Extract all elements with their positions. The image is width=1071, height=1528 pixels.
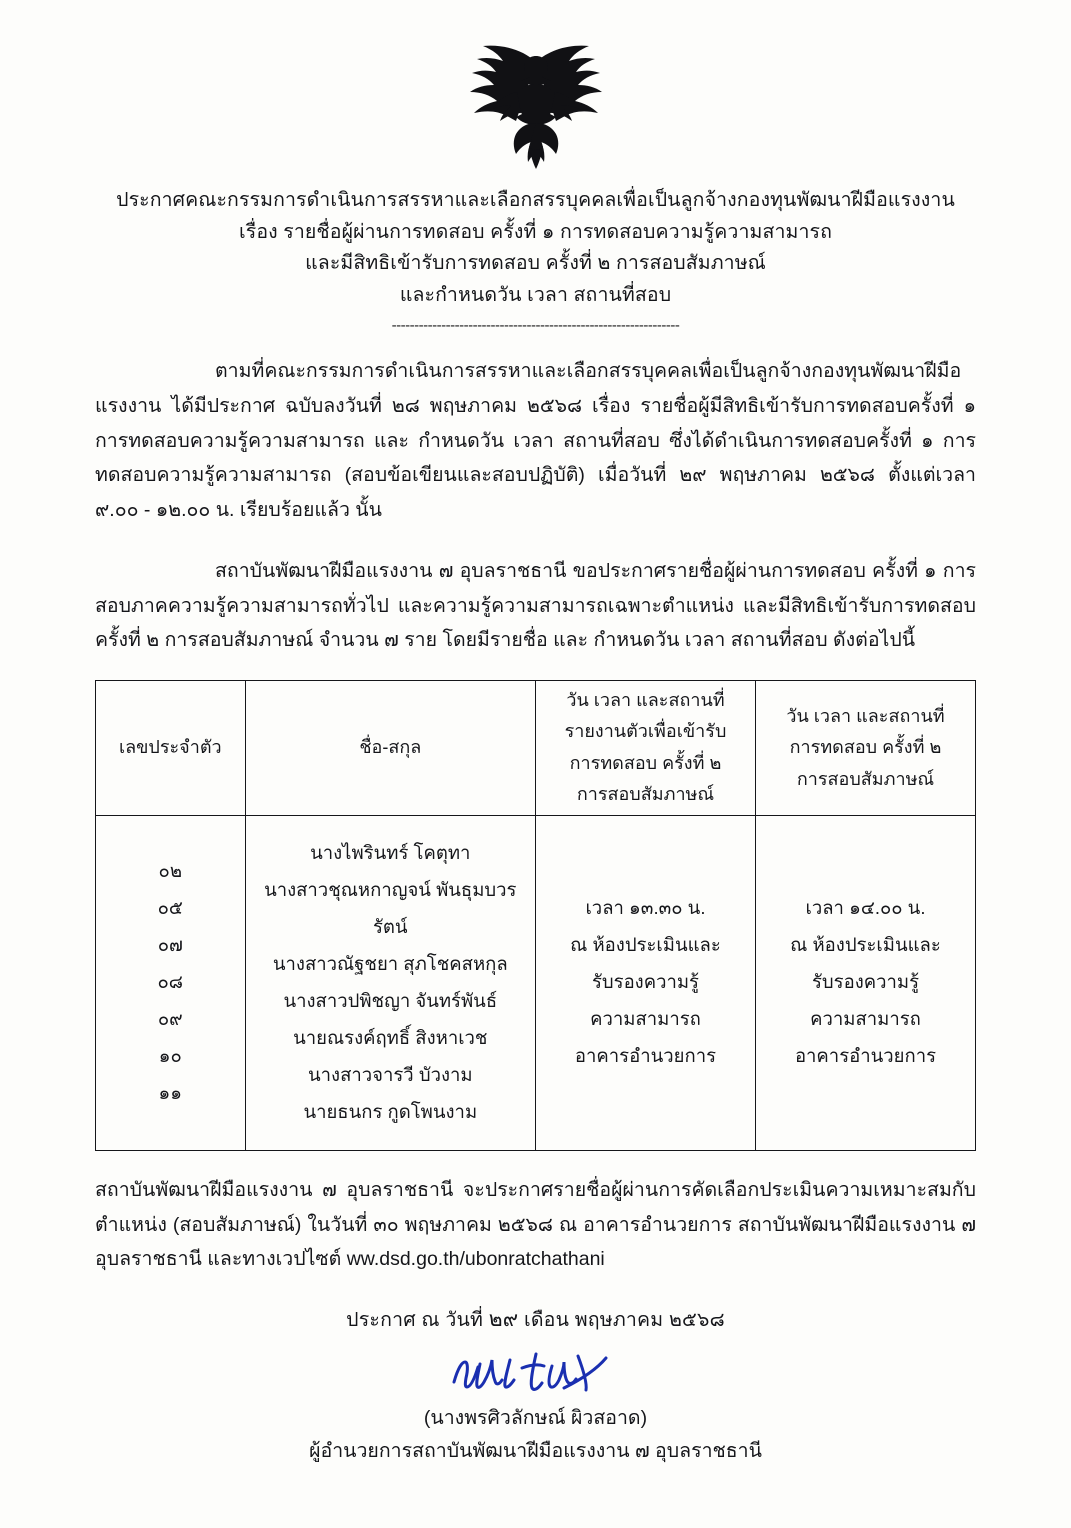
list-item: นางสาวณัฐชยา สุภโชคสหกุล — [272, 952, 508, 974]
column-header-exam-l2: การทดสอบ ครั้งที่ ๒ — [789, 737, 942, 758]
heading-line-4: และกำหนดวัน เวลา สถานที่สอบ — [399, 283, 672, 306]
emblem-container — [95, 0, 976, 175]
list-item: รับรองความรู้ — [591, 971, 699, 993]
list-item: นางไพรินทร์ โคตุทา — [310, 841, 471, 863]
column-header-exam-l1: วัน เวลา และสถานที่ — [786, 705, 945, 726]
heading-line-2: เรื่อง รายชื่อผู้ผ่านการทดสอบ ครั้งที่ ๑ การทดสอบความรู้ความสามารถ — [238, 220, 833, 243]
heading-divider: ---------------------------------------------------------------- — [391, 317, 680, 335]
list-item: ความสามารถ — [590, 1008, 701, 1030]
report-venue-list — [538, 875, 753, 1090]
candidates-table — [95, 680, 976, 1151]
cell-report-venue — [535, 815, 755, 1150]
heading-line-1: ประกาศคณะกรรมการดำเนินการสรรหาและเลือกสรรบุคคลเพื่อเป็นลูกจ้างกองทุนพัฒนาฝีมือแรงงาน — [116, 189, 955, 211]
list-item: ๐๗ — [157, 934, 183, 956]
date-year: ๒๕๖๘ — [668, 1309, 725, 1332]
table-header-row — [96, 680, 976, 815]
signature-mark — [95, 1344, 976, 1400]
column-header-exam-l3: การสอบสัมภาษณ์ — [796, 768, 935, 789]
list-item: ๐๘ — [157, 971, 184, 993]
paragraph-background — [95, 354, 976, 528]
list-item: ณ ห้องประเมินและ — [790, 934, 941, 956]
column-header-report — [535, 680, 755, 815]
cell-names — [245, 815, 535, 1150]
signer-name: (นางพรศิวลักษณ์ ผิวสอาด) — [423, 1407, 648, 1430]
list-item: ๐๙ — [157, 1008, 183, 1030]
list-item: เวลา ๑๔.๐๐ น. — [805, 897, 926, 919]
heading-line-3: และมีสิทธิเข้ารับการทดสอบ ครั้งที่ ๒ การสอบสัมภาษณ์ — [305, 252, 766, 275]
cell-ids — [96, 815, 246, 1150]
cell-exam-venue — [755, 815, 975, 1150]
list-item: ๐๒ — [158, 860, 183, 882]
list-item: รับรองความรู้ — [811, 971, 920, 993]
date-line — [95, 1303, 976, 1336]
column-header-id: เลขประจำตัว — [96, 680, 246, 815]
list-item: ๑๐ — [158, 1045, 182, 1067]
column-header-name: ชื่อ-สกุล — [245, 680, 535, 815]
column-header-report-l2: รายงานตัวเพื่อเข้ารับ — [564, 721, 727, 742]
list-item: นางสาวปพิชญา จันทร์พันธ์ — [283, 989, 498, 1011]
paragraph-3-text: สถาบันพัฒนาฝีมือแรงงาน ๗ อุบลราชธานี จะประกาศรายชื่อผู้ผ่านการคัดเลือกประเมินความเหมาะสมกับตำแหน่ง (สอบสัมภาษณ์) ในวันที่ ๓๐ พฤษภาคม ๒๕๖๘ ณ อาคารอำนวยการ สถาบันพัฒนาฝีมือแรงงาน ๗ อุบลราชธานี และทางเวปไซต์ ww.dsd.go.th/ubonratchathani — [95, 1178, 976, 1271]
signer-title: ผู้อำนวยการสถาบันพัฒนาฝีมือแรงงาน ๗ อุบลราชธานี — [309, 1440, 762, 1463]
column-header-exam — [755, 680, 975, 815]
paragraph-closing — [95, 1173, 976, 1277]
date-prefix: ประกาศ ณ วันที่ — [346, 1309, 484, 1332]
list-item: ๐๕ — [157, 897, 183, 919]
list-item: เวลา ๑๓.๓๐ น. — [585, 897, 706, 919]
name-list — [248, 820, 533, 1146]
list-item: นางสาวจารวี บัวงาม — [308, 1063, 473, 1085]
list-item: อาคารอำนวยการ — [794, 1045, 937, 1067]
list-item: ๑๑ — [158, 1082, 183, 1104]
paragraph-announcement — [95, 554, 976, 658]
handwritten-signature-icon — [436, 1344, 636, 1400]
list-item: นายณรงค์ฤทธิ์ สิงหาเวช — [293, 1026, 488, 1048]
garuda-emblem — [451, 40, 621, 175]
column-header-report-l1: วัน เวลา และสถานที่ — [566, 689, 725, 710]
list-item: ณ ห้องประเมินและ — [570, 934, 721, 956]
paragraph-2-text: สถาบันพัฒนาฝีมือแรงงาน ๗ อุบลราชธานี ขอประกาศรายชื่อผู้ผ่านการทดสอบ ครั้งที่ ๑ การสอบภาคความรู้ความสามารถทั่วไป และความรู้ความสามารถเฉพาะตำแหน่ง และมีสิทธิเข้ารับการทดสอบ ครั้งที่ ๒ การสอบสัมภาษณ์ จำนวน ๗ ราย โดยมีรายชื่อ และ กำหนดวัน เวลา สถานที่สอบ ดังต่อไปนี้ — [95, 559, 976, 652]
signature-block — [95, 1344, 976, 1464]
date-day-handwritten: ๒๙ — [488, 1307, 519, 1332]
column-header-report-l4: การสอบสัมภาษณ์ — [576, 784, 715, 805]
exam-venue-list — [758, 875, 973, 1090]
date-middle: เดือน พฤษภาคม — [523, 1309, 664, 1332]
list-item: อาคารอำนวยการ — [574, 1045, 717, 1067]
document-heading — [95, 185, 976, 311]
table-row — [96, 815, 976, 1150]
list-item: นางสาวชุณหกาญจน์ พันธุมบวรรัตน์ — [264, 878, 517, 937]
id-list — [98, 838, 243, 1127]
paragraph-1-text: ตามที่คณะกรรมการดำเนินการสรรหาและเลือกสรรบุคคลเพื่อเป็นลูกจ้างกองทุนพัฒนาฝีมือแรงงาน ได้มีประกาศ ฉบับลงวันที่ ๒๘ พฤษภาคม ๒๕๖๘ เรื่อง รายชื่อผู้มีสิทธิเข้ารับการทดสอบครั้งที่ ๑ การทดสอบความรู้ความสามารถ และ กำหนดวัน เวลา สถานที่สอบ ซึ่งได้ดำเนินการทดสอบครั้งที่ ๑ การทดสอบความรู้ความสามารถ (สอบข้อเขียนและสอบปฏิบัติ) เมื่อวันที่ ๒๙ พฤษภาคม ๒๕๖๘ ตั้งแต่เวลา ๙.๐๐ - ๑๒.๐๐ น. เรียบร้อยแล้ว นั้น — [95, 360, 976, 522]
list-item: นายธนกร กูดโพนงาม — [303, 1100, 478, 1122]
column-header-report-l3: การทดสอบ ครั้งที่ ๒ — [569, 752, 722, 773]
list-item: ความสามารถ — [810, 1008, 921, 1030]
